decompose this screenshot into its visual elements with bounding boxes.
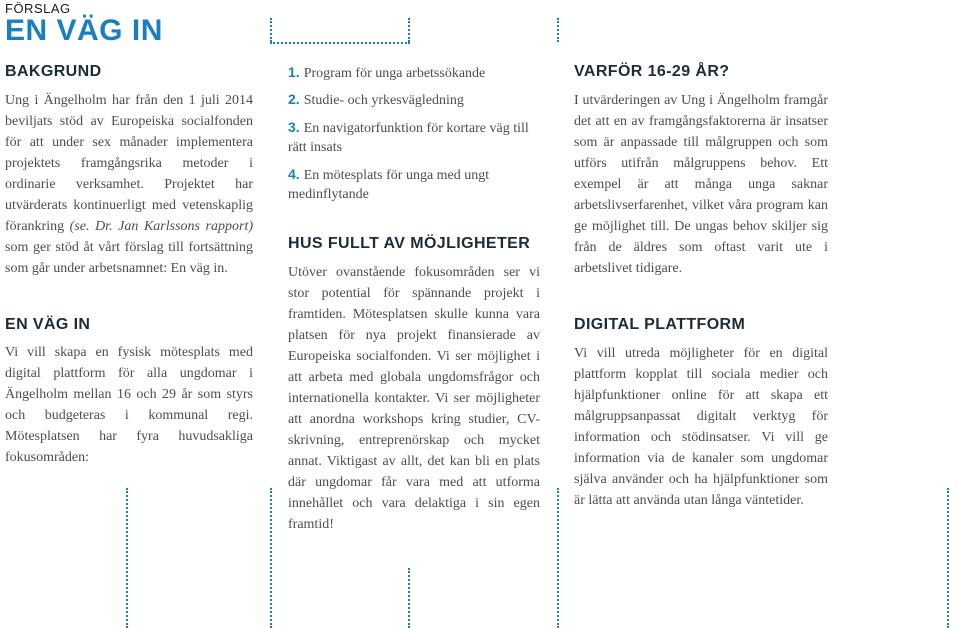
list-number: 3. [288, 119, 300, 135]
section-heading-hus-fullt: HUS FULLT AV MÖJLIGHETER [288, 235, 531, 252]
section-text-digital-plattform: Vi vill utreda möjligheter för en digital plattform kopplat till sociala medier och hjälpfunktioner online för att skapa ett målgruppsanpassat digitalt verktyg för information och stödinsatser. Vi vill ge information via de kanaler som ungdomar själva använder och ha hjälpfunktioner som är lätta att använda utan långa väntetider. [574, 346, 828, 508]
section-text-varfor: I utvärderingen av Ung i Ängelholm framgår det att en av framgångsfaktorerna är insatser som är anpassade till målgruppen och som utförs utifrån målgruppens behov. Ett exempel är att många unga saknar arbetslivserfarenhet, vilket våra program kan ge möjlighet till. De ungas behov skiljer sig från de äldres som oftast varit ute i arbetslivet tidigare. [574, 93, 828, 276]
text-part: Ung i Ängelholm har från den 1 juli 2014 beviljats stöd av Europeiska socialfonden för att under sex månader implementera projektets framgångsrika metoder i ordinarie verksamhet. Projektet har utvärderats kontinuerligt med vetenskaplig förankring [5, 93, 253, 234]
section-heading-en-vag-in: EN VÄG IN [5, 316, 91, 333]
list-item [288, 119, 540, 157]
list-text: En navigatorfunktion för kortare väg till rätt insats [288, 121, 529, 155]
dotted-divider [270, 42, 410, 44]
dotted-divider [408, 18, 410, 42]
list-number: 4. [288, 166, 300, 182]
page-title: EN VÄG IN [5, 14, 163, 47]
list-item [288, 64, 540, 83]
list-number: 2. [288, 91, 300, 107]
list-item [288, 166, 540, 204]
text-part: som ger stöd åt vårt förslag till fortsättning som går under arbetsnamnet: En väg in. [5, 240, 253, 276]
list-number: 1. [288, 64, 300, 80]
section-text-bakgrund [5, 90, 253, 279]
list-text: En mötesplats för unga med ungt medinflytande [288, 168, 490, 202]
dotted-divider [408, 568, 410, 628]
category-label: FÖRSLAG [5, 1, 71, 16]
dotted-divider [270, 18, 272, 42]
section-heading-bakgrund: BAKGRUND [5, 63, 102, 80]
dotted-divider [947, 488, 949, 628]
dotted-divider [557, 488, 559, 628]
dotted-divider [557, 18, 559, 42]
text-reference: (se. Dr. Jan Karlssons rapport) [69, 219, 253, 234]
list-item [288, 91, 540, 110]
dotted-divider [126, 488, 128, 628]
section-heading-digital-plattform: DIGITAL PLATTFORM [574, 316, 746, 333]
section-heading-varfor: VARFÖR 16-29 ÅR? [574, 63, 730, 80]
list-text: Program för unga arbetssökande [303, 66, 486, 81]
section-text-en-vag-in: Vi vill skapa en fysisk mötesplats med digital plattform för alla ungdomar i Ängelholm mellan 16 och 29 år som styrs och budgeteras i kommunal regi. Mötesplatsen har fyra huvudsakliga fokusområden: [5, 345, 253, 465]
list-text: Studie- och yrkesvägledning [303, 93, 464, 108]
section-text-hus-fullt: Utöver ovanstående fokusområden ser vi stor potential för spännande projekt i framtiden. Mötesplatsen skulle kunna vara platsen för nya projekt finansierade av Europeiska socialfonden. Vi ser möjlighet i att arbeta med globala ungdomsfrågor och internationella kontakter. Vi ser möjligheter att anordna workshops kring studier, CV-skrivning, entreprenörskap och mycket annat. Viktigast av allt, det kan bli en plats där ungdomar får vara med att utforma innehållet och vara delaktiga i sin egen framtid! [288, 265, 540, 532]
dotted-divider [270, 488, 272, 628]
